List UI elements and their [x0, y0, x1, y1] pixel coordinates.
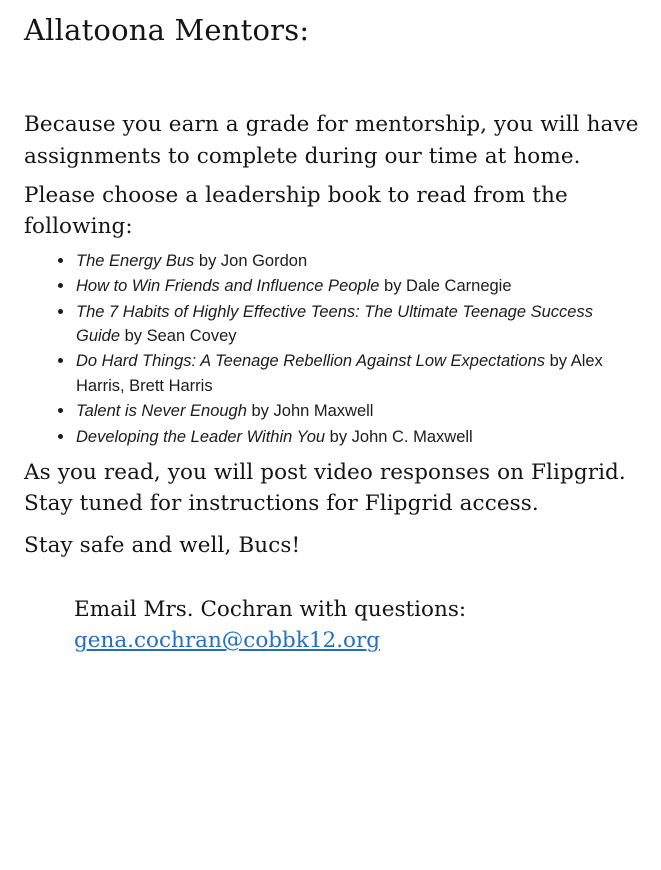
book-author: by Sean Covey	[120, 327, 237, 346]
book-author: by Alex Harris, Brett Harris	[76, 352, 603, 395]
list-item	[74, 425, 639, 449]
book-author: by Jon Gordon	[194, 251, 308, 270]
instruction-paragraph: Please choose a leadership book to read from the following:	[24, 183, 568, 240]
list-item	[74, 274, 639, 298]
title-spacer	[24, 47, 639, 109]
list-item	[74, 249, 639, 273]
book-author: by John C. Maxwell	[325, 427, 473, 446]
book-title: Developing the Leader Within You	[76, 427, 326, 446]
contact-block	[24, 595, 639, 656]
intro-paragraph: Because you earn a grade for mentorship, you will have assignments to complete during our time at home.	[24, 112, 639, 169]
book-title: How to Win Friends and Influence People	[76, 277, 380, 296]
email-link[interactable]: gena.cochran@cobbk12.org	[74, 628, 381, 654]
book-title: The 7 Habits of Highly Effective Teens: The Ultimate Teenage Success Guide	[76, 302, 593, 346]
list-item	[74, 349, 639, 398]
book-list	[24, 249, 639, 449]
book-title: Talent is Never Enough	[76, 402, 247, 421]
book-author: by John Maxwell	[246, 402, 374, 421]
signoff-text: Stay safe and well, Bucs!	[24, 532, 301, 558]
list-item	[74, 300, 639, 349]
book-title: The Energy Bus	[76, 251, 195, 270]
contact-label: Email Mrs. Cochran with questions:	[74, 597, 467, 623]
book-title: Do Hard Things: A Teenage Rebellion Against Low Expectations	[76, 352, 546, 371]
page-title: Allatoona Mentors:	[24, 13, 310, 47]
list-item	[74, 399, 639, 423]
book-author: by Dale Carnegie	[379, 277, 512, 296]
closing-paragraph: As you read, you will post video responses on Flipgrid. Stay tuned for instructions for Flipgrid access.	[24, 460, 626, 517]
